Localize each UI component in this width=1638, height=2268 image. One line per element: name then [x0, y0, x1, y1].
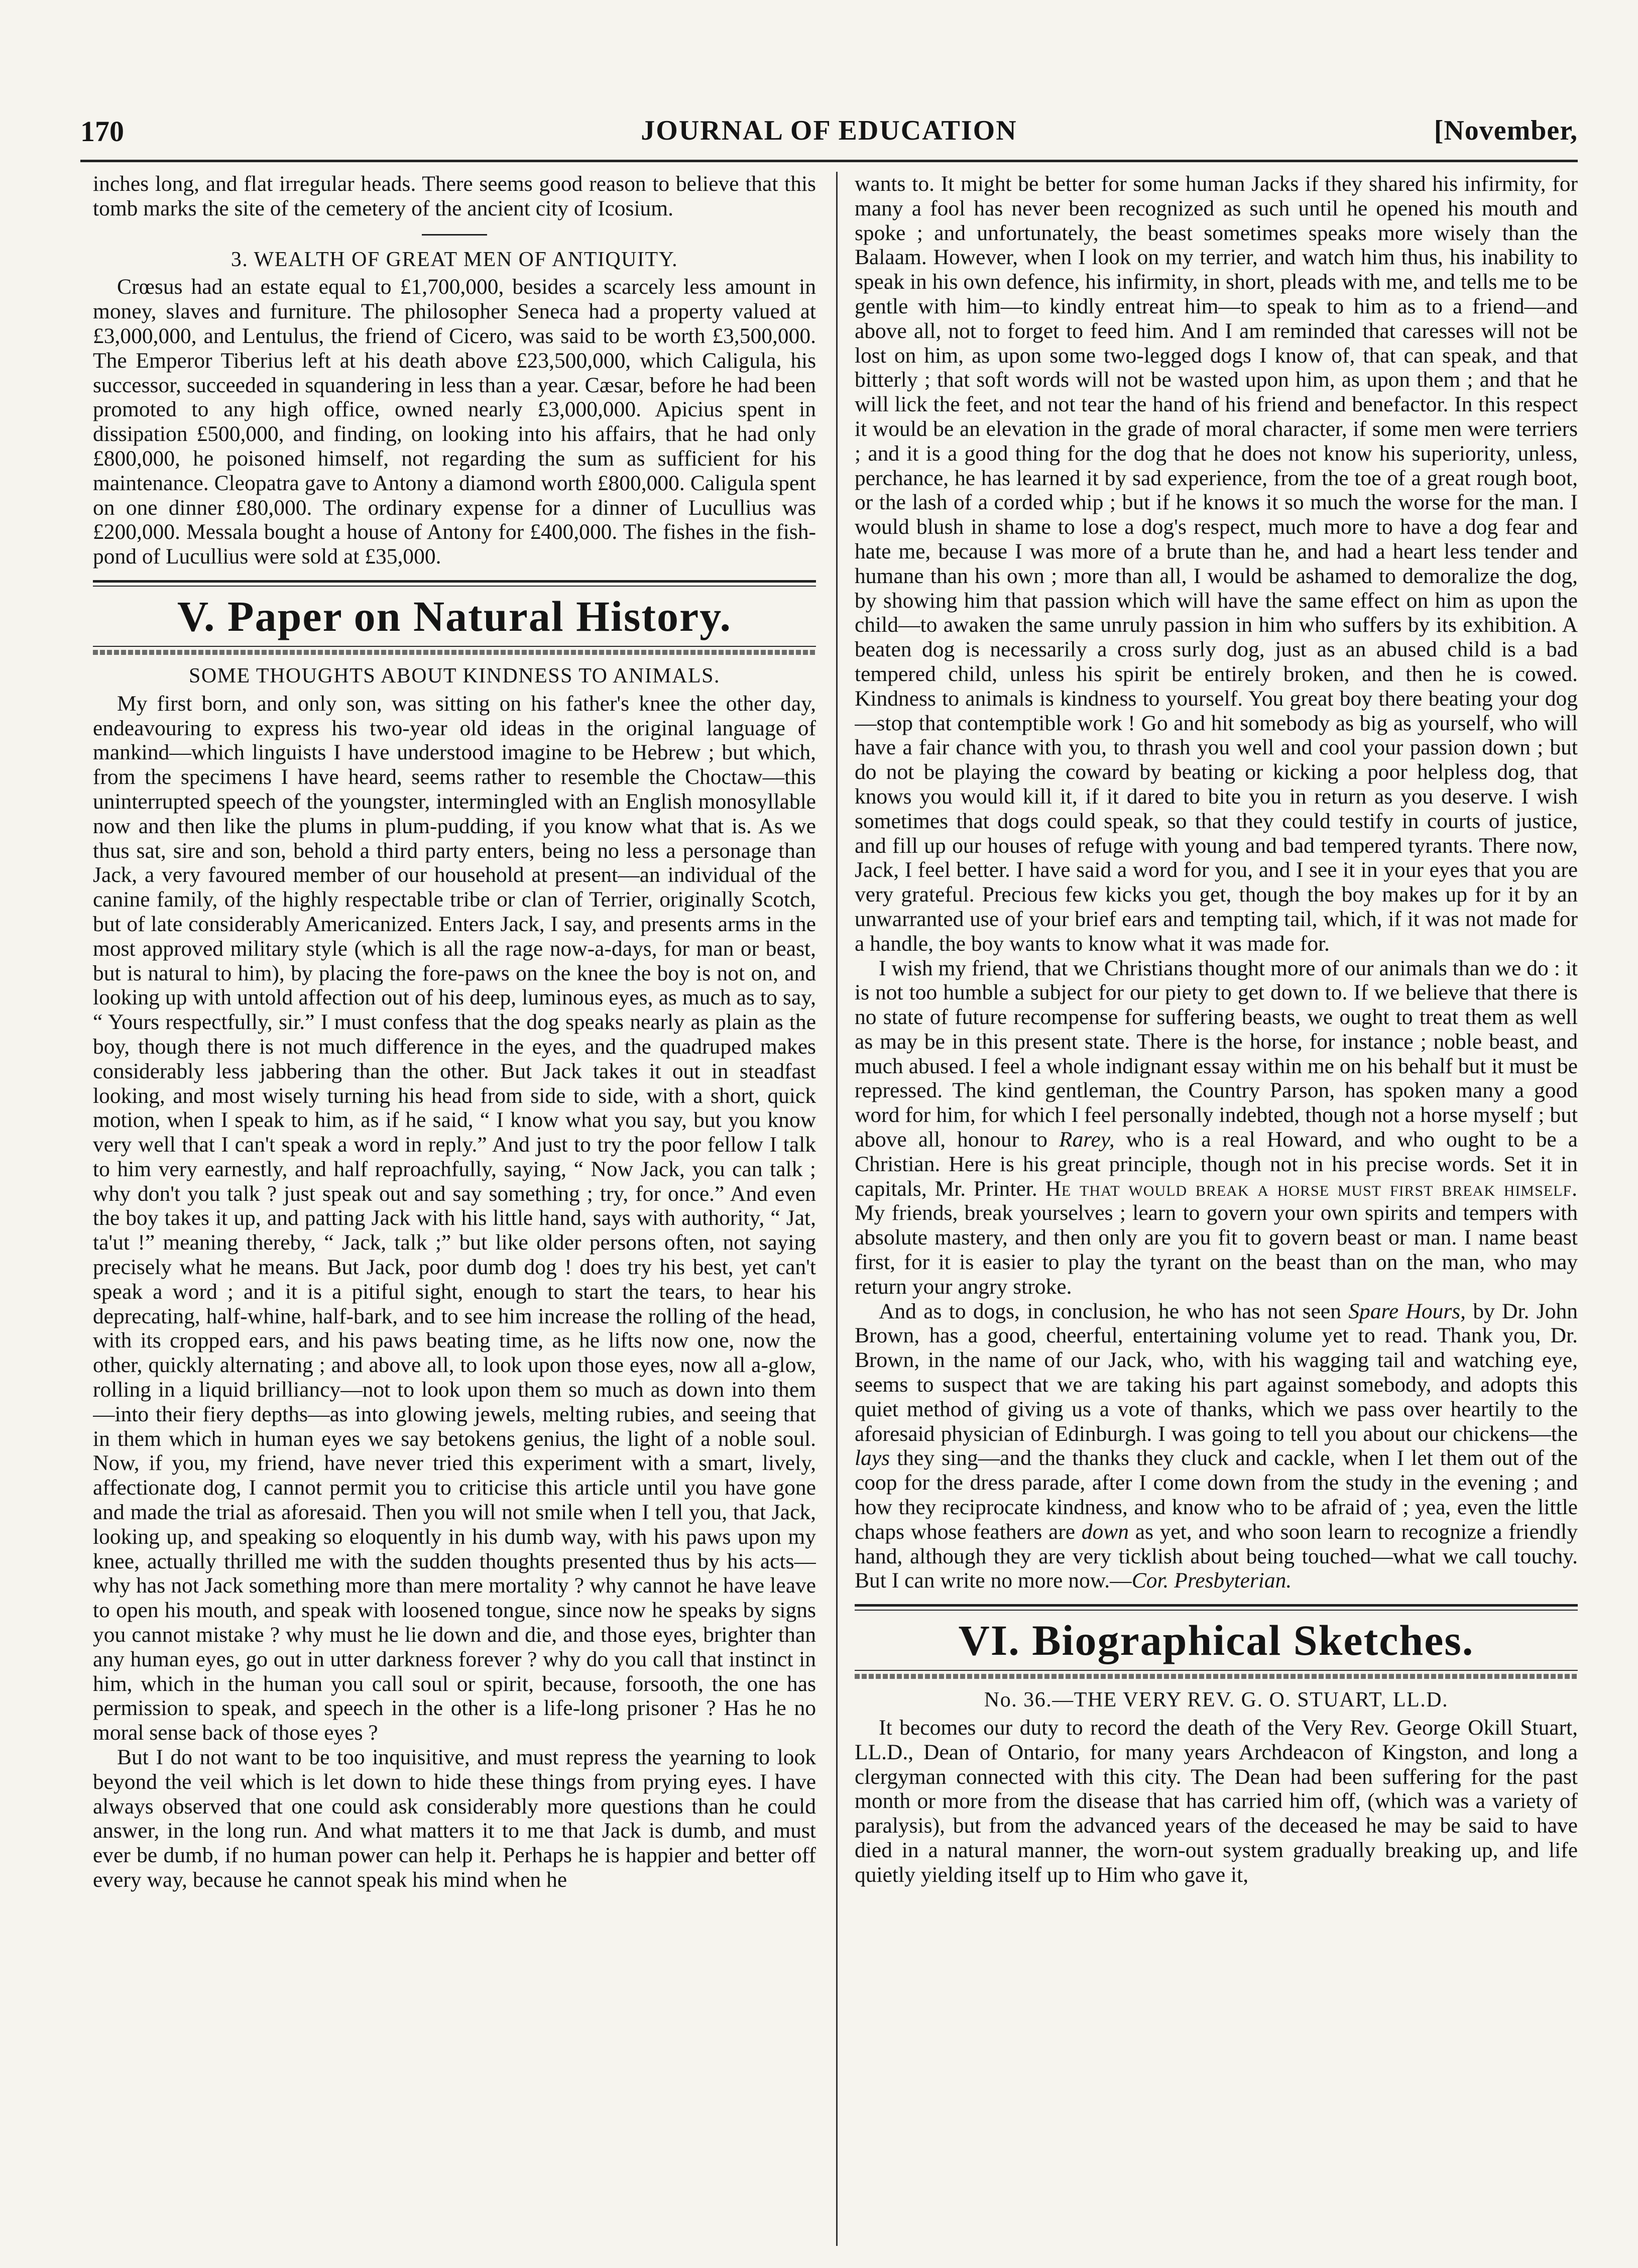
journal-title: JOURNAL OF EDUCATION [641, 115, 1017, 146]
down-word: down [1081, 1519, 1129, 1544]
section-rule [855, 1604, 1578, 1607]
p5-text-c: they sing—and the thanks they cluck and cackle, when I let them out of the coop for the dress parade, after I come down from the study in the evening ; and how they reciprocate kindness, and know who to be afraid of ; yea, even the little chaps whose feathers are [855, 1446, 1578, 1544]
wealth-article-title: 3. WEALTH OF GREAT MEN OF ANTIQUITY. [230, 248, 678, 271]
issue-month: [November, [1434, 115, 1578, 146]
right-column [855, 172, 1578, 2246]
rarey-name: Rarey, [1059, 1127, 1115, 1152]
rarey-principle: He that would break a horse must first break himself. [1045, 1176, 1578, 1201]
p4-text-b: who is a real Howard, and who ought to be a Christian. Here is his great principle, though not in his precise words. Set it in capitals, Mr. Printer. [855, 1127, 1578, 1201]
kindness-paragraph-1: My first born, and only son, was sitting on his father's knee the other day, endeavouring to express his two-year old ideas in the original language of mankind—which linguists I have understood imagine to be Hebrew ; but which, from the specimens I have heard, seems rather to resemble the Choctaw—this uninterrupted speech of the youngster, intermingled with an English monosyllable now and then like the plums in plum-pudding, if you know what that is. As we thus sat, sire and son, behold a third party enters, being no less a personage than Jack, a very favoured member of our household at present—an individual of the canine family, of the highly respectable tribe or clan of Terrier, originally Scotch, but of late considerably Americanized. Enters Jack, I say, and presents arms in the most approved military style (which is all the rage now-a-days, for man or beast, but is natural to him), by placing the fore-paws on the knee the boy is not on, and looking up with untold affection out of his deep, luminous eyes, as much as to say, “ Yours respectfully, sir.” I must confess that the dog speaks nearly as plain as the boy, though there is not much difference in the eyes, and the quadruped makes considerably less jabbering than the other. But Jack takes it out in steadfast looking, and most wisely turning his head from side to side, with a short, quick motion, when I speak to him, as if he said, “ I know what you say, but you know very well that I can't speak a word in reply.” And just to try the poor fellow I talk to him very earnestly, and half reproachfully, saying, “ Now Jack, you can talk ; why don't you talk ? just speak out and say something ; try, for once.” And even the boy takes it up, and patting Jack with his little hand, says with authority, “ Jat, ta'ut !” meaning thereby, “ Jack, talk ;” but like older persons often, not saying precisely what he means. But Jack, poor dumb dog ! does try his best, yet can't speak a word ; and it is a pitiful sight, enough to start the tears, to hear his deprecating, half-whine, half-bark, and to see him increase the rolling of the head, with its cropped ears, and his paws beating time, as he lifts now one, now the other, quickly alternating ; and above all, to look upon those eyes, now all a-glow, rolling in a liquid brilliancy—not to look upon them so much as down into them—into their fiery depths—as into glowing jewels, melting rubies, and seeing that in them which in human eyes we say betokens genius, the light of a noble soul. Now, if you, my friend, have never tried this experiment with a smart, lively, affectionate dog, I cannot permit you to criticise this article until you have gone and made the trial as aforesaid. Then you will not smile when I tell you, that Jack, looking up, and speaking so eloquently in his dumb way, with his paws upon my knee, actually thrilled me with the sudden thoughts presented thus by his acts—why has not Jack something more than mere mortality ? why cannot he have leave to open his mouth, and speak with loosened tongue, since now he speaks by signs you cannot mistake ? why must he lie down and die, and those eyes, brighter than any human eyes, go out in utter darkness forever ? why do you call that instinct in him, which in the human you call soul or spirit, because, forsooth, the one has permission to speak, and speech in the other is a life-long prisoner ? Has he no moral sense back of those eyes ? [93, 691, 816, 1745]
section-vi-title: VI. Biographical Sketches. [958, 1616, 1474, 1665]
section-rule [93, 646, 816, 647]
lays-word: lays [855, 1446, 890, 1470]
left-column [93, 172, 816, 2246]
stuart-article-text: It becomes our duty to record the death of the Very Rev. George Okill Stuart, LL.D., Dean of Ontario, for many years Archdeacon of Kingston, and long a clergyman connected with this city. The Dean had been suffering for the past month or more from the disease that has carried him off, (which was a variety of paralysis), but from the advanced years of the deceased he may be said to have died in a natural manner, the worn-out system gradually breaking up, and life quietly yielding itself up to Him who gave it, [855, 1716, 1578, 1887]
p5-text-d: as yet, and who soon learn to recognize a friendly hand, although they are very ticklish about being touched—what we call touchy. But I can write no more now.— [855, 1519, 1578, 1593]
tomb-paragraph-end: inches long, and flat irregular heads. There seems good reason to believe that this tomb marks the site of the cemetery of the ancient city of Icosium. [93, 172, 816, 220]
kindness-paragraph-4 [855, 956, 1578, 1299]
p4-text-c: My friends, break yourselves ; learn to govern your own spirits and tempers with absolute mastery, and then only are you fit to govern beast or man. I name beast first, for it is easier to play the tyrant on the beast than on the man, who may return your angry stroke. [855, 1201, 1578, 1299]
section-vi-heading [855, 1604, 1578, 1679]
kindness-paragraph-2: But I do not want to be too inquisitive, and must repress the yearning to look beyond the veil which is let down to hide these things from prying eyes. I have always observed that one could ask considerably more questions than he could answer, in the long run. And what matters it to me that Jack is dumb, and must ever be dumb, if no human power can help it. Perhaps he is happier and better off every way, because he cannot speak his mind when he [93, 1745, 816, 1892]
spare-hours-title: Spare Hours, [1348, 1299, 1466, 1323]
p4-text-a: I wish my friend, that we Christians thought more of our animals than we do : it is not too humble a subject for our piety to get down to. If we believe that there is no state of future recompense for suffering beasts, we ought to treat them as well as may be in this present state. There is the horse, for instance ; noble beast, and much abused. I feel a whole indignant essay within me on his behalf but it must be repressed. The kind gentleman, the Country Parson, has spoken many a good word for him, for which I feel personally indebted, though not a horse myself ; but above all, honour to [855, 956, 1578, 1152]
section-ornament-rule [93, 650, 816, 655]
kindness-article-title: SOME THOUGHTS ABOUT KINDNESS TO ANIMALS. [188, 664, 720, 688]
stuart-article-title: No. 36.—THE VERY REV. G. O. STUART, LL.D. [984, 1688, 1449, 1712]
section-v-heading [93, 580, 816, 655]
section-rule [93, 580, 816, 583]
running-header [80, 115, 1578, 155]
section-ornament-rule [855, 1674, 1578, 1679]
kindness-paragraph-3: wants to. It might be better for some human Jacks if they shared his infirmity, for many a fool has never been recognized as such until he opened his mouth and spoke ; and unfortunately, the beast sometimes speaks more wisely than the Balaam. However, when I look on my terrier, and watch him thus, his inability to speak in his own defence, his infirmity, in short, pleads with me, and tells me to be gentle with him—to kindly entreat him—to speak to him as to a friend—and above all, not to forget to feed him. And I am reminded that caresses will not be lost on him, as upon some two-legged dogs I know of, that can speak, and that bitterly ; that soft words will not be wasted upon him, as upon them ; and that he will lick the feet, and not tear the hand of his friend and benefactor. In this respect it would be an elevation in the grade of moral character, if some men were terriers ; and it is a good thing for the dog that he does not know his superiority, unless, perchance, he has learned it by sad experience, from the toe of a great rough boot, or the lash of a corded whip ; but if he knows it so much the worse for the man. I would blush in shame to lose a dog's respect, much more to have a dog fear and hate me, because I was more of a brute than he, and had a heart less tender and humane than his own ; more than all, I would be ashamed to demoralize the dog, by showing him that passion which will have the same effect on him as upon the child—to awaken the same unruly passion in him who suffers by its exhibition. A beaten dog is necessarily a cross surly dog, just as an abused child is a bad tempered child, unless his spirit be entirely broken, and then he is cowed. Kindness to animals is kindness to yourself. You great boy there beating your dog—stop that contemptible work ! Go and hit somebody as big as yourself, who will have a fair chance with you, to thrash you well and cool your passion down ; but do not be playing the coward by beating or kicking a poor helpless dog, that knows you would kill it, if it dared to bite you in return as you deserve. I wish sometimes that dogs could speak, so that they could testify in courts of justice, and fill up our houses of refuge with young and bad tempered tyrants. There now, Jack, I feel better. I have said a word for you, and I see it in your eyes that you are very grateful. Precious few kicks you get, though the boy makes up for it by an unwarranted use of your brief ears and tempting tail, which, if it was not made for a handle, the boy wants to know what it was made for. [855, 172, 1578, 956]
column-divider [836, 172, 838, 2246]
page-number: 170 [80, 115, 124, 148]
article-source: Cor. Presbyterian. [1131, 1568, 1292, 1593]
header-rule [80, 160, 1578, 162]
section-rule [855, 1670, 1578, 1671]
kindness-paragraph-5 [855, 1299, 1578, 1594]
p5-text-a: And as to dogs, in conclusion, he who has not seen [879, 1299, 1349, 1323]
section-v-title: V. Paper on Natural History. [177, 592, 732, 640]
wealth-article-text: Crœsus had an estate equal to £1,700,000, besides a scarcely less amount in money, slaves and furniture. The philosopher Seneca had a property valued at £3,000,000, and Lentulus, the friend of Cicero, was said to be worth £3,500,000. The Emperor Tiberius left at his death above £23,500,000, which Caligula, his successor, succeeded in squandering in less than a year. Cæsar, before he had been promoted to any high office, owned nearly £3,000,000. Apicius spent in dissipation £500,000, and finding, on looking into his affairs, that he had only £800,000, he poisoned himself, not regarding the sum as sufficient for his maintenance. Cleopatra gave to Antony a diamond worth £800,000. Caligula spent on one dinner £80,000. The ordinary expense for a dinner of Lucullius was £200,000. Messala bought a house of Antony for £400,000. The fishes in the fish-pond of Lucullius were sold at £35,000. [93, 275, 816, 569]
p5-text-b: by Dr. John Brown, has a good, cheerful, entertaining volume yet to read. Thank you, Dr. Brown, in the name of our Jack, who, with his wagging tail and watching eye, seems to suspect that we are taking his part against somebody, and adopts this quiet method of giving us a vote of thanks, which we pass over heartily to the aforesaid physician of Edinburgh. I was going to tell you about our chickens—the [855, 1299, 1578, 1446]
separator-rule [422, 234, 487, 236]
